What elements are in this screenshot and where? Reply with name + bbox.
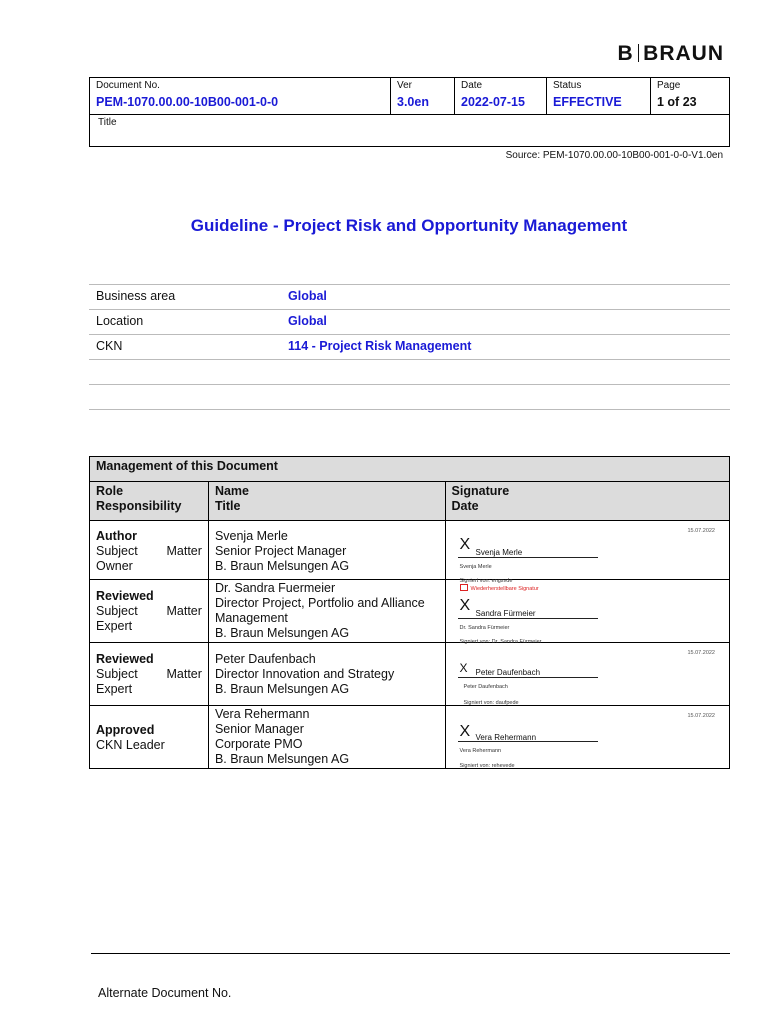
bbraun-logo [618,42,725,66]
info-row-empty [89,359,730,384]
info-value: Global [288,314,327,328]
person-title-cont: Management [214,611,288,625]
col-signature-header [445,482,729,521]
signature-cell [445,643,729,706]
signature-caption: Dr. Sandra Fürmeier [459,625,510,631]
warning-text: Wiederherstellbare Signatur [470,586,539,592]
date-value: 2022-07-15 [461,95,525,109]
name-cell [208,521,445,580]
signature-caption: Peter Daufenbach [463,684,508,690]
header-signature: Signature [451,484,510,498]
signature-cell [445,580,729,643]
electronic-signature [452,706,723,768]
person-title: Senior Project Manager [214,544,347,558]
electronic-signature [452,643,723,705]
resp-word: Subject [96,667,138,681]
date-label: Date [461,80,483,91]
responsibility-line [96,604,202,619]
header-date: Date [451,499,479,513]
info-value: 114 - Project Risk Management [288,339,472,353]
signature-date: 15.07.2022 [687,650,715,656]
signature-x-mark: X [459,597,471,614]
role-cell [90,521,209,580]
logo-divider [638,44,640,62]
signed-by: Signiert von: daufpede [463,700,519,706]
warning-icon [460,584,468,591]
title-label: Title [98,117,117,128]
person-title: Senior Manager [214,722,304,736]
col-role-header [90,482,209,521]
person-company: B. Braun Melsungen AG [214,626,350,640]
signature-line [458,618,598,619]
role-cell [90,706,209,769]
signature-date: 15.07.2022 [687,713,715,719]
ver-value: 3.0en [397,95,429,109]
info-key: Location [96,314,144,328]
page-label: Page [657,80,681,91]
signature-caption: Svenja Merle [459,564,492,570]
header-title: Title [214,499,241,513]
role-cell [90,580,209,643]
signature-name: Peter Daufenbach [475,668,541,677]
person-company: B. Braun Melsungen AG [214,559,350,573]
responsibility-line: CKN Leader [96,738,165,752]
name-cell [208,643,445,706]
management-title: Management of this Document [90,457,730,482]
electronic-signature [452,521,723,584]
document-title: Guideline - Project Risk and Opportunity Management [190,216,628,235]
signature-line [458,557,598,558]
name-cell [208,706,445,769]
resp-word: Expert [96,682,133,696]
signed-by: Signiert von: Dr. Sandra Fürmeier [459,639,542,645]
logo-word: BRAUN [643,42,724,65]
signature-name: Sandra Fürmeier [475,609,536,618]
col-name-header [208,482,445,521]
role-label: Reviewed [96,589,154,603]
date-cell [455,78,547,114]
signature-line [458,677,598,678]
resp-word: Matter [166,604,202,618]
resp-word: Matter [166,544,202,558]
info-table [89,284,730,410]
info-row [89,334,730,359]
management-header-row [90,482,730,521]
table-row [90,706,730,769]
table-row [90,580,730,643]
signature-cell [445,706,729,769]
info-key: CKN [96,339,123,353]
doc-no-value: PEM-1070.00.00-10B00-001-0-0 [96,95,279,109]
person-name: Svenja Merle [214,529,288,543]
responsibility-line [96,667,202,682]
role-label: Approved [96,723,155,737]
info-key: Business area [96,289,176,303]
person-name: Dr. Sandra Fuermeier [214,581,336,595]
doc-no-label: Document No. [96,80,160,91]
status-label: Status [553,80,582,91]
table-row [90,521,730,580]
resp-word: Expert [96,619,133,633]
ver-cell [391,78,455,114]
signature-x-mark: X [459,723,471,740]
footer-divider [91,953,730,954]
ver-label: Ver [397,80,413,91]
header-responsibility: Responsibility [96,499,182,513]
resp-word: Matter [166,667,202,681]
header-name: Name [214,484,249,498]
status-cell [547,78,651,114]
management-table [89,456,730,769]
signature-caption: Vera Rehermann [459,748,502,754]
table-row [90,643,730,706]
signature-x-mark: X [459,661,468,675]
person-title: Director Project, Portfolio and Alliance [214,596,425,610]
info-value: Global [288,289,327,303]
person-name: Peter Daufenbach [214,652,316,666]
role-label: Author [96,529,137,543]
resp-word: Owner [96,559,133,573]
signature-x-mark: X [459,536,471,553]
signature-cell [445,521,729,584]
signature-line [458,741,598,742]
signature-date: 15.07.2022 [687,528,715,534]
doc-no-cell [90,78,391,114]
signed-by: Signiert von: rehevede [459,763,515,769]
management-title-row [90,457,730,482]
page-value: 1 of 23 [657,95,697,109]
signed-by: Signiert von: engsvde [459,578,513,584]
signature-name: Svenja Merle [475,548,523,557]
status-value: EFFECTIVE [553,95,622,109]
resp-word: Subject [96,544,138,558]
role-cell [90,643,209,706]
name-cell [208,580,445,643]
header-role: Role [96,484,124,498]
role-label: Reviewed [96,652,154,666]
responsibility-line [96,544,202,559]
info-row [89,284,730,309]
source-reference: Source: PEM-1070.00.00-10B00-001-0-0-V1.0en [505,150,723,161]
person-name: Vera Rehermann [214,707,310,721]
logo-letter: B [617,42,634,65]
page-cell [651,78,729,114]
info-row [89,309,730,334]
signature-warning [460,582,539,597]
electronic-signature [452,580,723,645]
person-department: Corporate PMO [214,737,303,751]
person-company: B. Braun Melsungen AG [214,752,350,766]
person-company: B. Braun Melsungen AG [214,682,350,696]
title-cell [90,114,729,146]
resp-word: Subject [96,604,138,618]
person-title: Director Innovation and Strategy [214,667,395,681]
alternate-document-label: Alternate Document No. [98,986,232,1000]
signature-name: Vera Rehermann [475,733,537,742]
info-row-empty [89,384,730,410]
document-header-box [89,77,730,147]
